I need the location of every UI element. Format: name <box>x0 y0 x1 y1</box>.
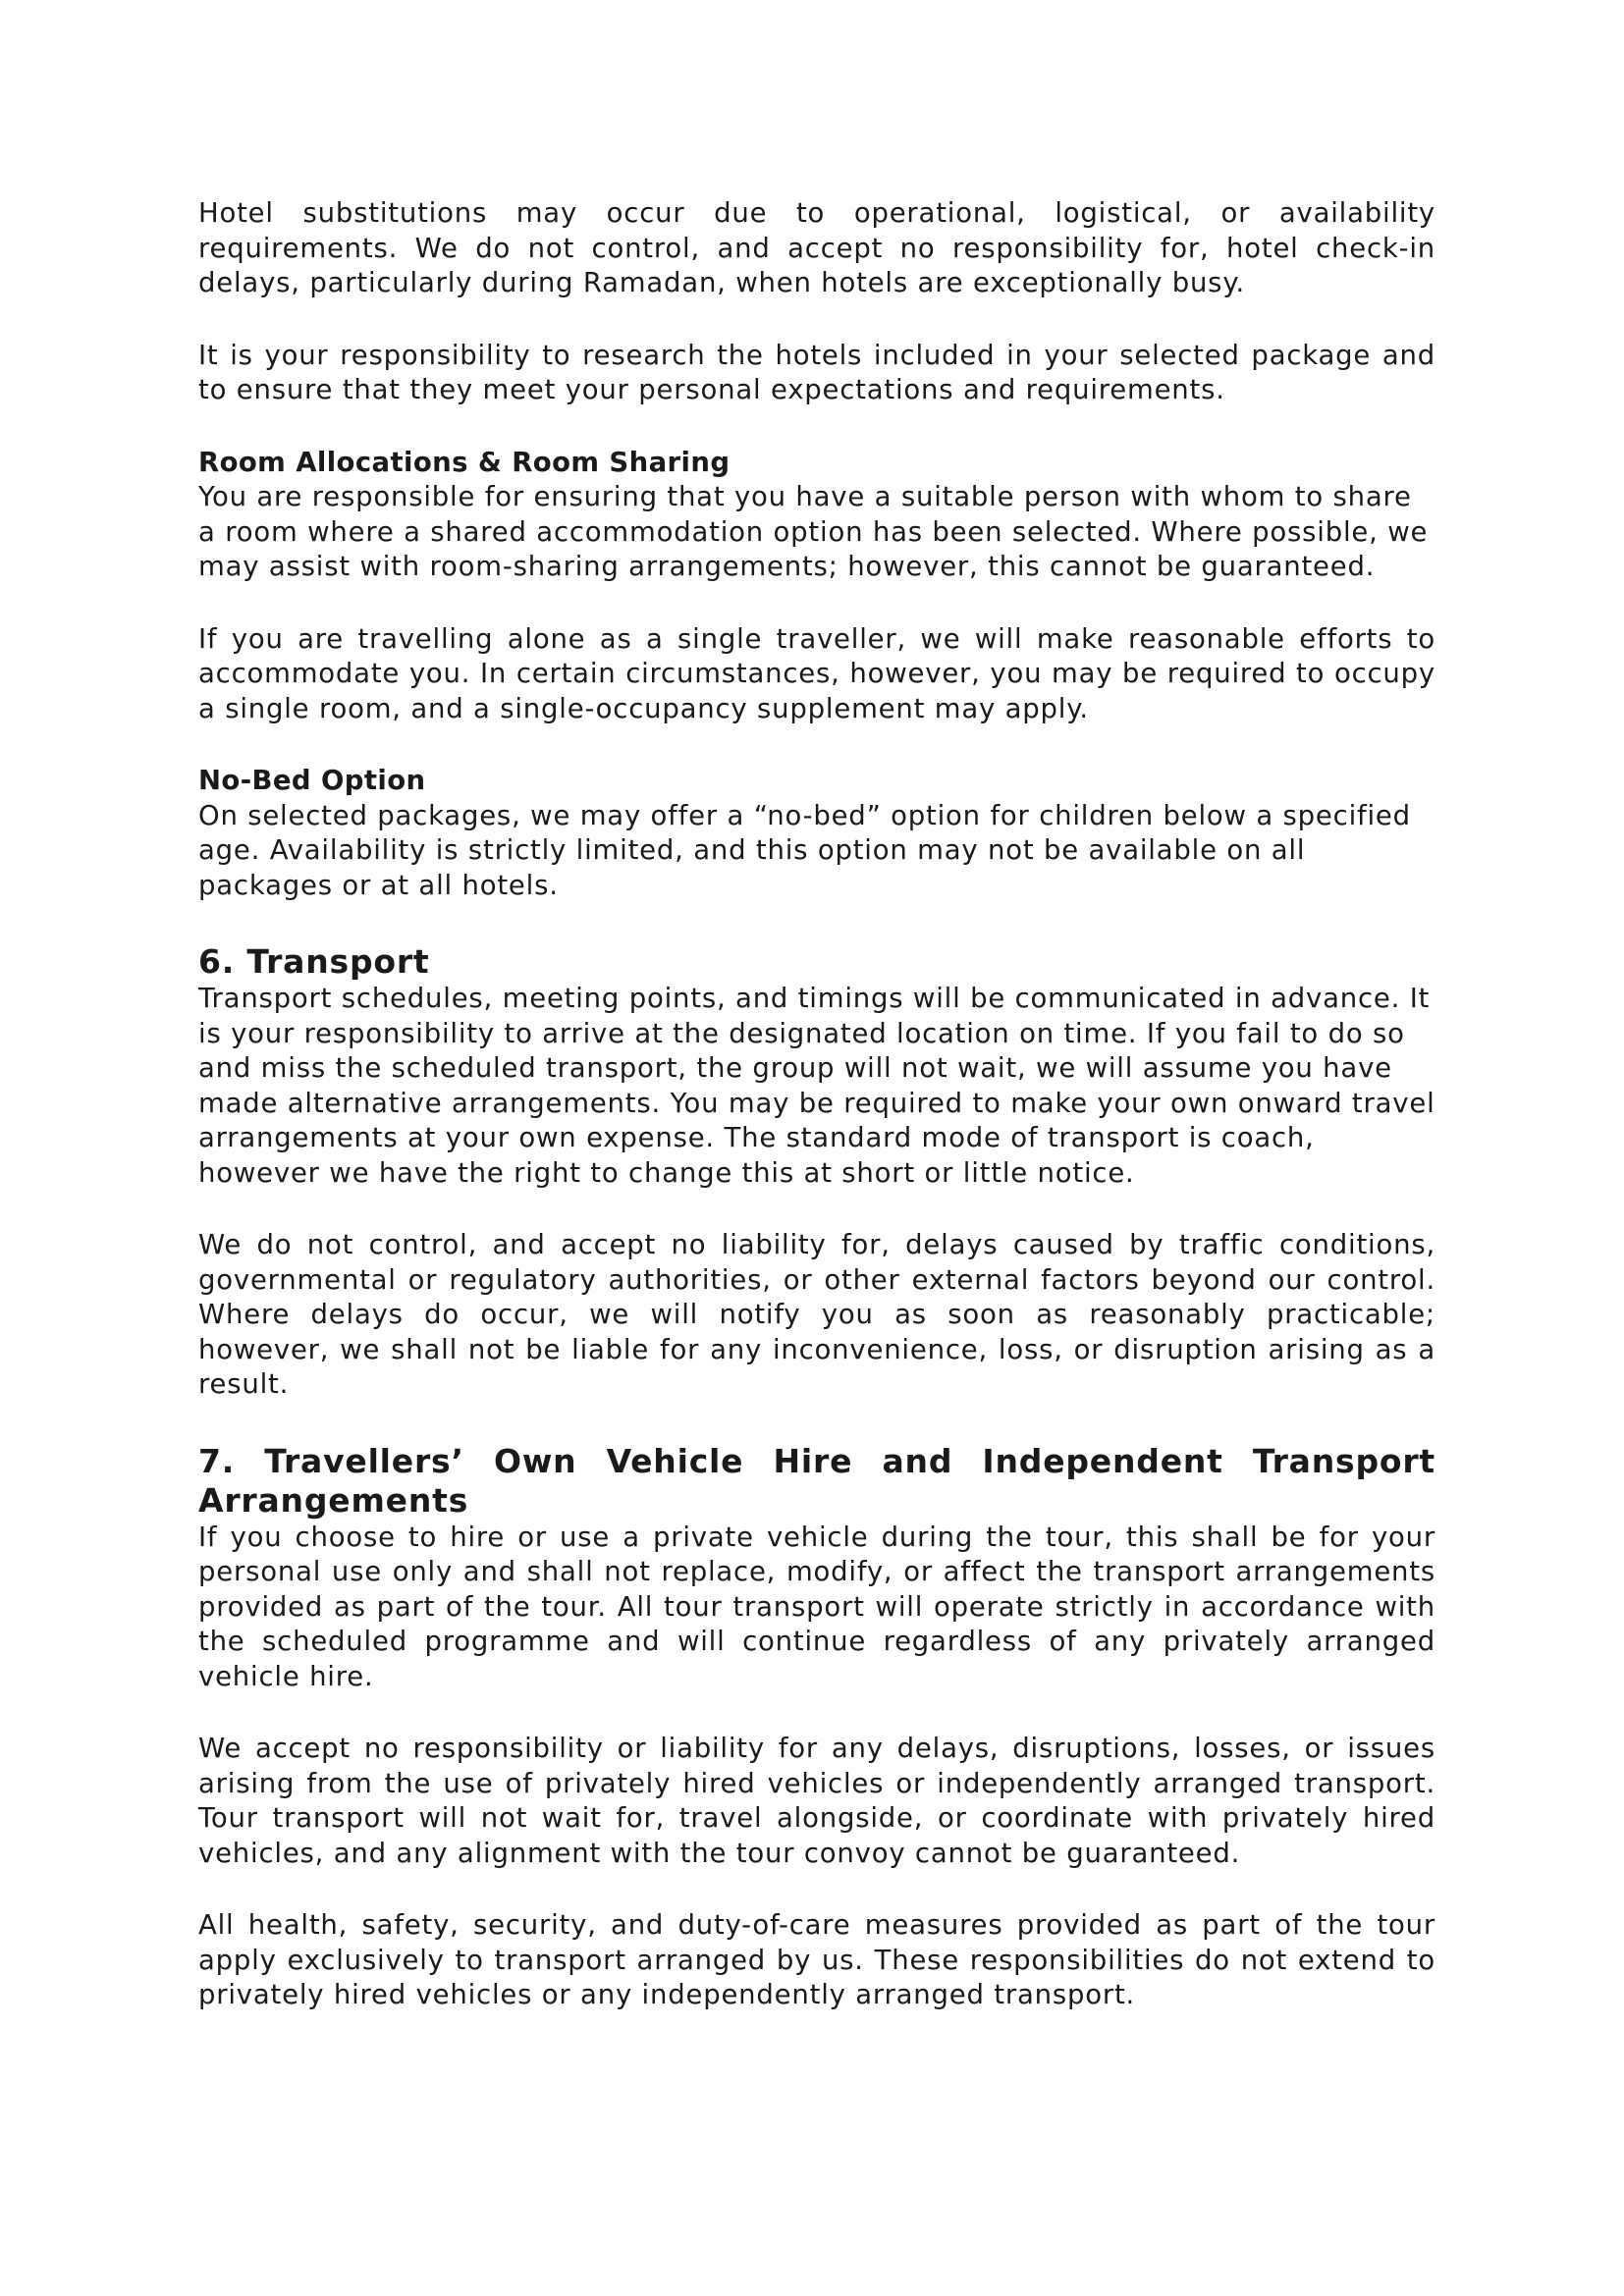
single-traveller-paragraph: If you are travelling alone as a single traveller, we will make reasonable efforts to accommodate you. In certain circumstances, however, you may be required to occupy a single room, and a single-occupancy supplement may apply. <box>198 622 1435 724</box>
private-vehicle-paragraph: If you choose to hire or use a private vehicle during the tour, this shall be for your personal use only and shall not replace, modify, or affect the transport arrangements provided as part of the tour. All tour transport will operate strictly in accordance with the scheduled programme and will continue regardless of any privately arranged vehicle hire. <box>198 1521 1435 1692</box>
room-sharing-paragraph: You are responsible for ensuring that you have a suitable person with whom to share a room where a shared accommodation option has been selected. Where possible, we may assist with room-sharing arrangements; however, this cannot be guaranteed. <box>198 481 1429 582</box>
page-content <box>198 196 1435 2013</box>
transport-section-heading: 6. Transport <box>198 942 430 981</box>
duty-of-care-paragraph: All health, safety, security, and duty-of-care measures provided as part of the tour apply exclusively to transport arranged by us. These responsibilities do not extend to privately hired vehicles or any independently arranged transport. <box>198 1909 1435 2010</box>
no-bed-heading: No-Bed Option <box>198 765 426 796</box>
room-allocations-heading: Room Allocations & Room Sharing <box>198 446 731 478</box>
no-bed-paragraph: On selected packages, we may offer a “no-bed” option for children below a specified age. Availability is strictly limited, and this option may not be available on all packages or at all hotels. <box>198 799 1411 901</box>
hotel-research-paragraph: It is your responsibility to research the hotels included in your selected package and to ensure that they meet your personal expectations and requirements. <box>198 339 1435 405</box>
liability-paragraph: We accept no responsibility or liability for any delays, disruptions, losses, or issues arising from the use of privately hired vehicles or independently arranged transport. Tour transport will not wait for, travel alongside, or coordinate with privately hired vehicles, and any alignment with the tour convoy cannot be guaranteed. <box>198 1733 1435 1869</box>
transport-delays-paragraph: We do not control, and accept no liability for, delays caused by traffic conditions, governmental or regulatory authorities, or other external factors beyond our control. Where delays do occur, we will notify you as soon as reasonably practicable; however, we shall not be liable for any inconvenience, loss, or disruption arising as a result. <box>198 1229 1435 1400</box>
hotel-substitutions-paragraph: Hotel substitutions may occur due to operational, logistical, or availability requirements. We do not control, and accept no responsibility for, hotel check-in delays, particularly during Ramadan, when hotels are exceptionally busy. <box>198 197 1435 298</box>
transport-schedules-paragraph: Transport schedules, meeting points, and timings will be communicated in advance. It is your responsibility to arrive at the designated location on time. If you fail to do so and miss the scheduled transport, the group will not wait, we will assume you have made alternative arrangements. You may be required to make your own onward travel arrangements at your own expense. The standard mode of transport is coach, however we have the right to change this at short or little notice. <box>198 983 1435 1189</box>
vehicle-hire-section-heading: 7. Travellers’ Own Vehicle Hire and Independent Transport Arrangements <box>198 1441 1435 1520</box>
